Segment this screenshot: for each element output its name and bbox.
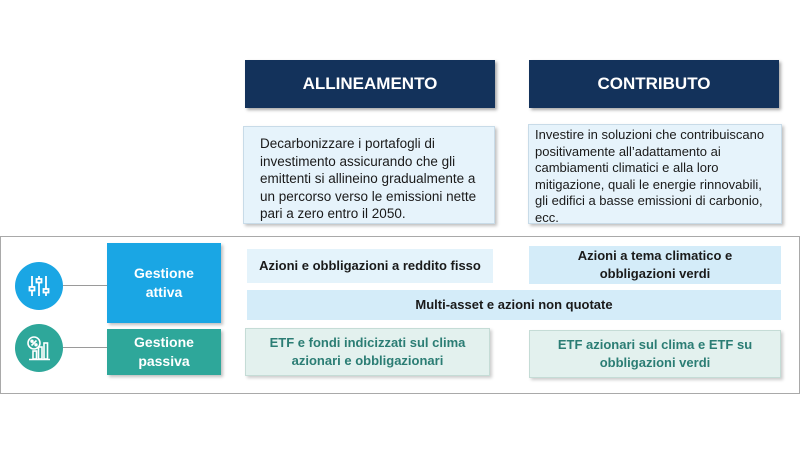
cell-multi-asset: Multi-asset e azioni non quotate	[247, 290, 781, 320]
cell-active-contribution: Azioni a tema climatico e obbligazioni verdi	[529, 246, 781, 284]
cell-passive-alignment: ETF e fondi indicizzati sul clima azionari e obbligazionari	[245, 328, 490, 376]
description-alignment: Decarbonizzare i portafogli di investimento assicurando che gli emittenti si allineino gradualmente a un percorso verso le emissioni nette pari a zero entro il 2050.	[243, 126, 495, 224]
passive-management-line1: Gestione	[134, 334, 194, 350]
active-management-line2: attiva	[145, 284, 183, 300]
cell-active-alignment: Azioni e obbligazioni a reddito fisso	[247, 249, 493, 283]
active-management-box	[107, 243, 221, 323]
active-management-line1: Gestione	[134, 265, 194, 281]
description-contribution: Investire in soluzioni che contribuiscano positivamente all’adattamento ai cambiamenti climatici e alla loro mitigazione, quali le energie rinnovabili, gli edifici a basse emissioni di carbonio, ecc.	[528, 124, 782, 224]
connector-passive	[63, 347, 107, 348]
sliders-icon	[15, 262, 63, 310]
percent-chart-icon	[15, 324, 63, 372]
passive-management-box	[107, 329, 221, 375]
header-alignment: ALLINEAMENTO	[245, 60, 495, 108]
connector-active	[63, 285, 107, 286]
cell-passive-contribution: ETF azionari sul clima e ETF su obbligazioni verdi	[529, 330, 781, 378]
header-contribution: CONTRIBUTO	[529, 60, 779, 108]
passive-management-line2: passiva	[138, 353, 190, 369]
